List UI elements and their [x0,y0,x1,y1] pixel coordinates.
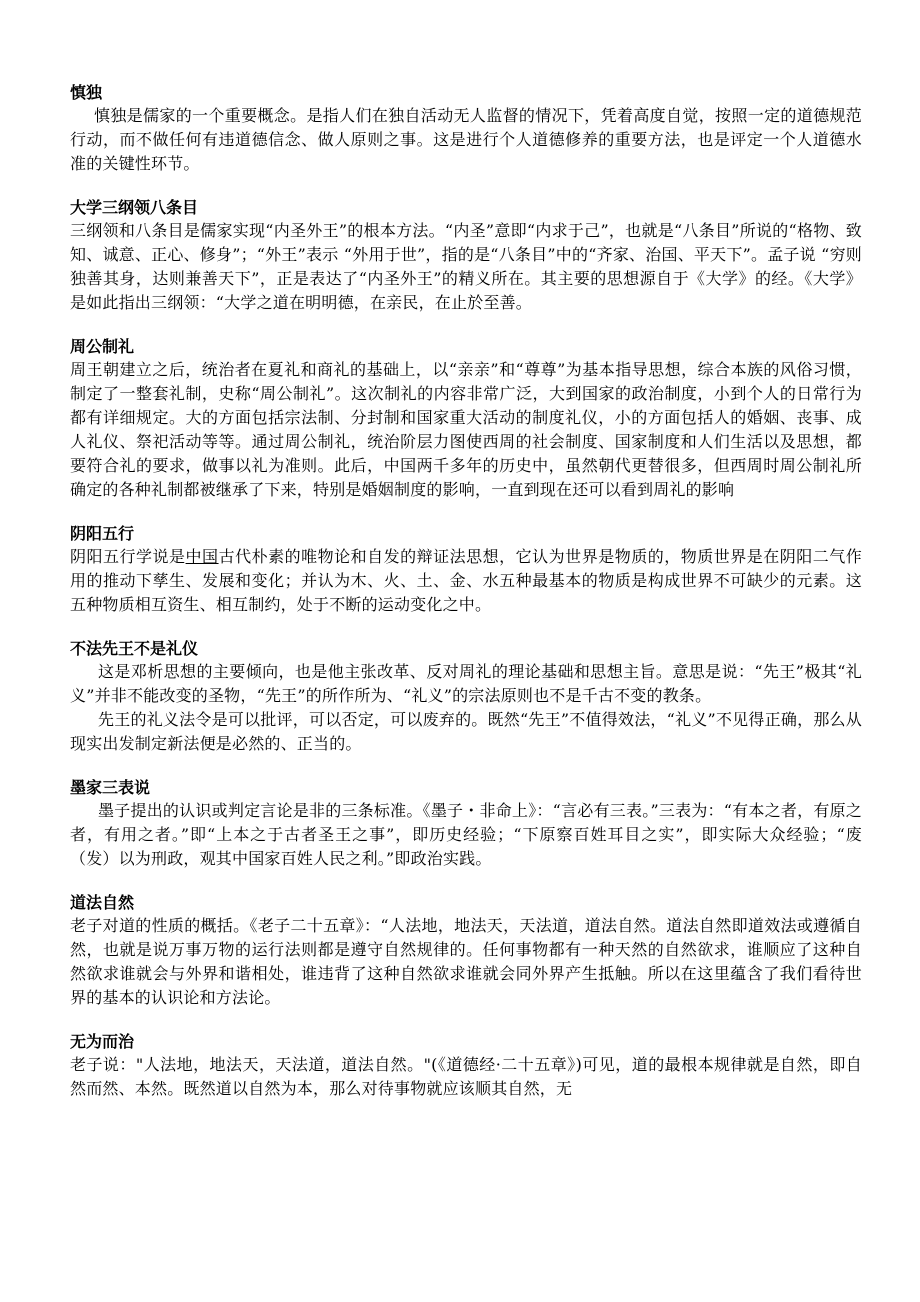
section-paragraph: 三纲领和八条目是儒家实现“内圣外王”的根本方法。“内圣”意即“内求于己”，也就是“八条目”所说的“格物、致知、诚意、正心、修身”；“外王”表示 “外用于世”，指的是“八条目”中的“齐家、治国、平天下”。孟子说 “穷则独善其身，达则兼善天下”，正是表达了“内圣外王”的精义所在。其主要的思想源自于《大学》的经。《大学》是如此指出三纲领：“大学之道在明明德，在亲民，在止於至善。 [70,221,862,312]
section-paragraph: 先王的礼义法令是可以批评，可以否定，可以废弃的。既然“先王”不值得效法，“礼义”不见得正确，那么从现实出发制定新法便是必然的、正当的。 [70,710,862,753]
section-zhougong [70,336,862,502]
section-paragraph: 墨子提出的认识或判定言论是非的三条标准。《墨子・非命上》：“言必有三表。”三表为：“有本之者，有原之者，有用之者。”即“上本之于古者圣王之事”，即历史经验；“下原察百姓耳目之实”，即实际大众经验；“废（发）以为刑政，观其中国家百姓人民之利。”即政治实践。 [70,801,862,868]
section-heading: 大学三纲领八条目 [70,198,199,217]
section-daxue [70,197,862,315]
document-page [70,82,862,1122]
section-heading: 道法自然 [70,893,135,912]
section-shendu [70,82,862,176]
paragraph-text: 阴阳五行学说是 [70,547,186,566]
section-daofa [70,892,862,1010]
section-paragraph: 这是邓析思想的主要倾向，也是他主张改革、反对周礼的理论基础和思想主旨。意思是说：“先王”极其“礼义”并非不能改变的圣物，“先王”的所作所为、“礼义”的宗法原则也不是千古不变的教条。 [70,662,862,705]
section-heading: 慎独 [70,83,103,102]
china-link[interactable]: 中国 [185,547,219,566]
section-heading: 周公制礼 [70,337,135,356]
section-heading: 不法先王不是礼仪 [70,639,199,658]
section-wuwei [70,1031,862,1101]
section-bufa [70,638,862,756]
section-yinyang [70,523,862,617]
section-heading: 阴阳五行 [70,524,135,543]
section-paragraph: 老子说："人法地，地法天，天法道，道法自然。"(《道德经·二十五章》)可见，道的最根本规律就是自然，即自然而然、本然。既然道以自然为本，那么对待事物就应该顺其自然，无 [70,1055,862,1098]
paragraph-text: 古代朴素的唯物论和自发的辩证法思想，它认为世界是物质的，物质世界是在阴阳二气作用的推动下孳生、发展和变化；并认为木、火、土、金、水五种最基本的物质是构成世界不可缺少的元素。这五种物质相互资生、相互制约，处于不断的运动变化之中。 [70,547,862,614]
section-paragraph: 老子对道的性质的概括。《老子二十五章》：“人法地，地法天，天法道，道法自然。道法自然即道效法或遵循自然，也就是说万事万物的运行法则都是遵守自然规律的。任何事物都有一种天然的自然欲求，谁顺应了这种自然欲求谁就会与外界和谐相处，谁违背了这种自然欲求谁就会同外界产生抵触。所以在这里蕴含了我们看待世界的基本的认识论和方法论。 [70,916,862,1007]
section-paragraph [70,545,862,617]
section-mojia [70,777,862,871]
section-heading: 墨家三表说 [70,778,151,797]
section-paragraph: 慎独是儒家的一个重要概念。是指人们在独自活动无人监督的情况下，凭着高度自觉，按照一定的道德规范行动，而不做任何有违道德信念、做人原则之事。这是进行个人道德修养的重要方法，也是评定一个人道德水准的关键性环节。 [70,106,862,173]
section-heading: 无为而治 [70,1032,135,1051]
section-paragraph: 周王朝建立之后，统治者在夏礼和商礼的基础上，以“亲亲”和“尊尊”为基本指导思想，综合本族的风俗习惯，制定了一整套礼制，史称“周公制礼”。这次制礼的内容非常广泛，大到国家的政治制度，小到个人的日常行为都有详细规定。大的方面包括宗法制、分封制和国家重大活动的制度礼仪，小的方面包括人的婚姻、丧事、成人礼仪、祭祀活动等等。通过周公制礼，统治阶层力图使西周的社会制度、国家制度和人们生活以及思想，都要符合礼的要求，做事以礼为准则。此后，中国两千多年的历史中，虽然朝代更替很多，但西周时周公制礼所确定的各种礼制都被继承了下来，特别是婚姻制度的影响，一直到现在还可以看到周礼的影响 [70,360,862,499]
